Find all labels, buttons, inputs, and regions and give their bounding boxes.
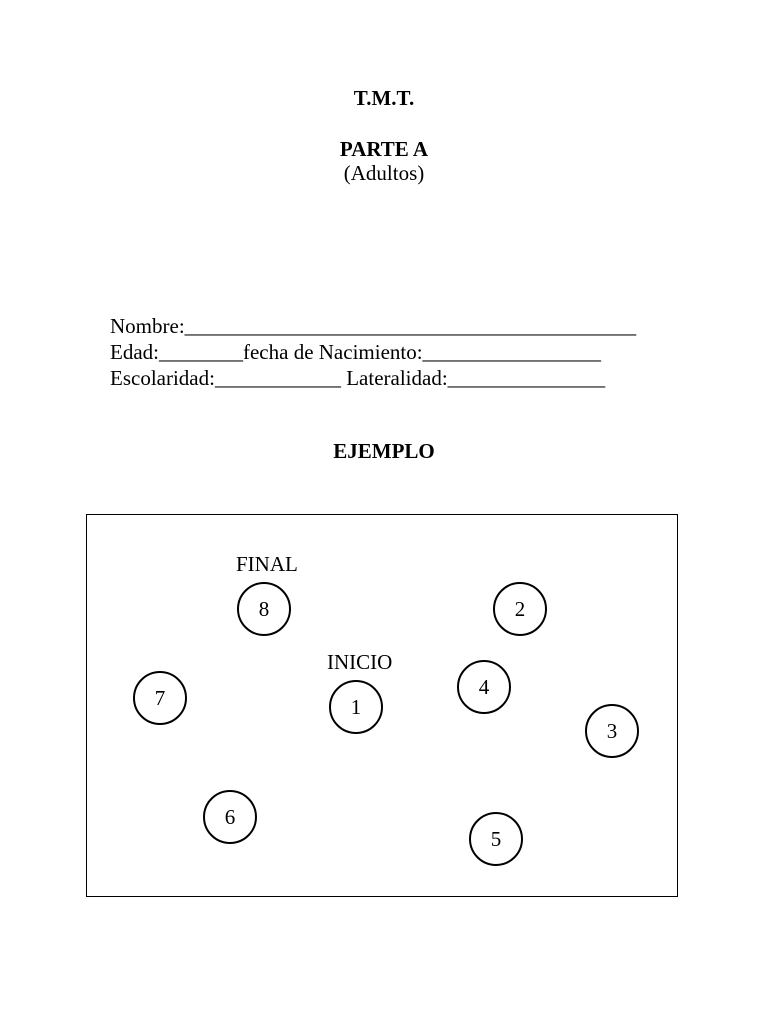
circle-node-1 [329, 680, 383, 734]
circle-node-4 [457, 660, 511, 714]
name-field-line: Nombre:___________________________________________ [110, 314, 637, 338]
final-label: FINAL [236, 552, 298, 576]
circle-node-5 [469, 812, 523, 866]
start-label: INICIO [327, 650, 393, 674]
circle-node-label: 4 [478, 675, 490, 699]
example-box [86, 514, 678, 897]
circle-node-label: 8 [258, 597, 270, 621]
part-title: PARTE A [339, 137, 429, 161]
example-heading: EJEMPLO [333, 439, 435, 463]
circle-node-label: 3 [606, 719, 618, 743]
circle-node-3 [585, 704, 639, 758]
circle-node-label: 6 [224, 805, 236, 829]
circle-node-label: 5 [490, 827, 502, 851]
part-subtitle: (Adultos) [343, 161, 425, 185]
circle-node-label: 1 [350, 695, 362, 719]
circle-node-2 [493, 582, 547, 636]
circle-node-8 [237, 582, 291, 636]
circle-node-label: 2 [514, 597, 526, 621]
circle-node-7 [133, 671, 187, 725]
age-birthdate-field-line: Edad:________fecha de Nacimiento:_________________ [110, 340, 602, 364]
schooling-laterality-field-line: Escolaridad:____________ Lateralidad:_______________ [110, 366, 606, 390]
circle-node-6 [203, 790, 257, 844]
document-title: T.M.T. [353, 86, 415, 110]
circle-node-label: 7 [154, 686, 166, 710]
